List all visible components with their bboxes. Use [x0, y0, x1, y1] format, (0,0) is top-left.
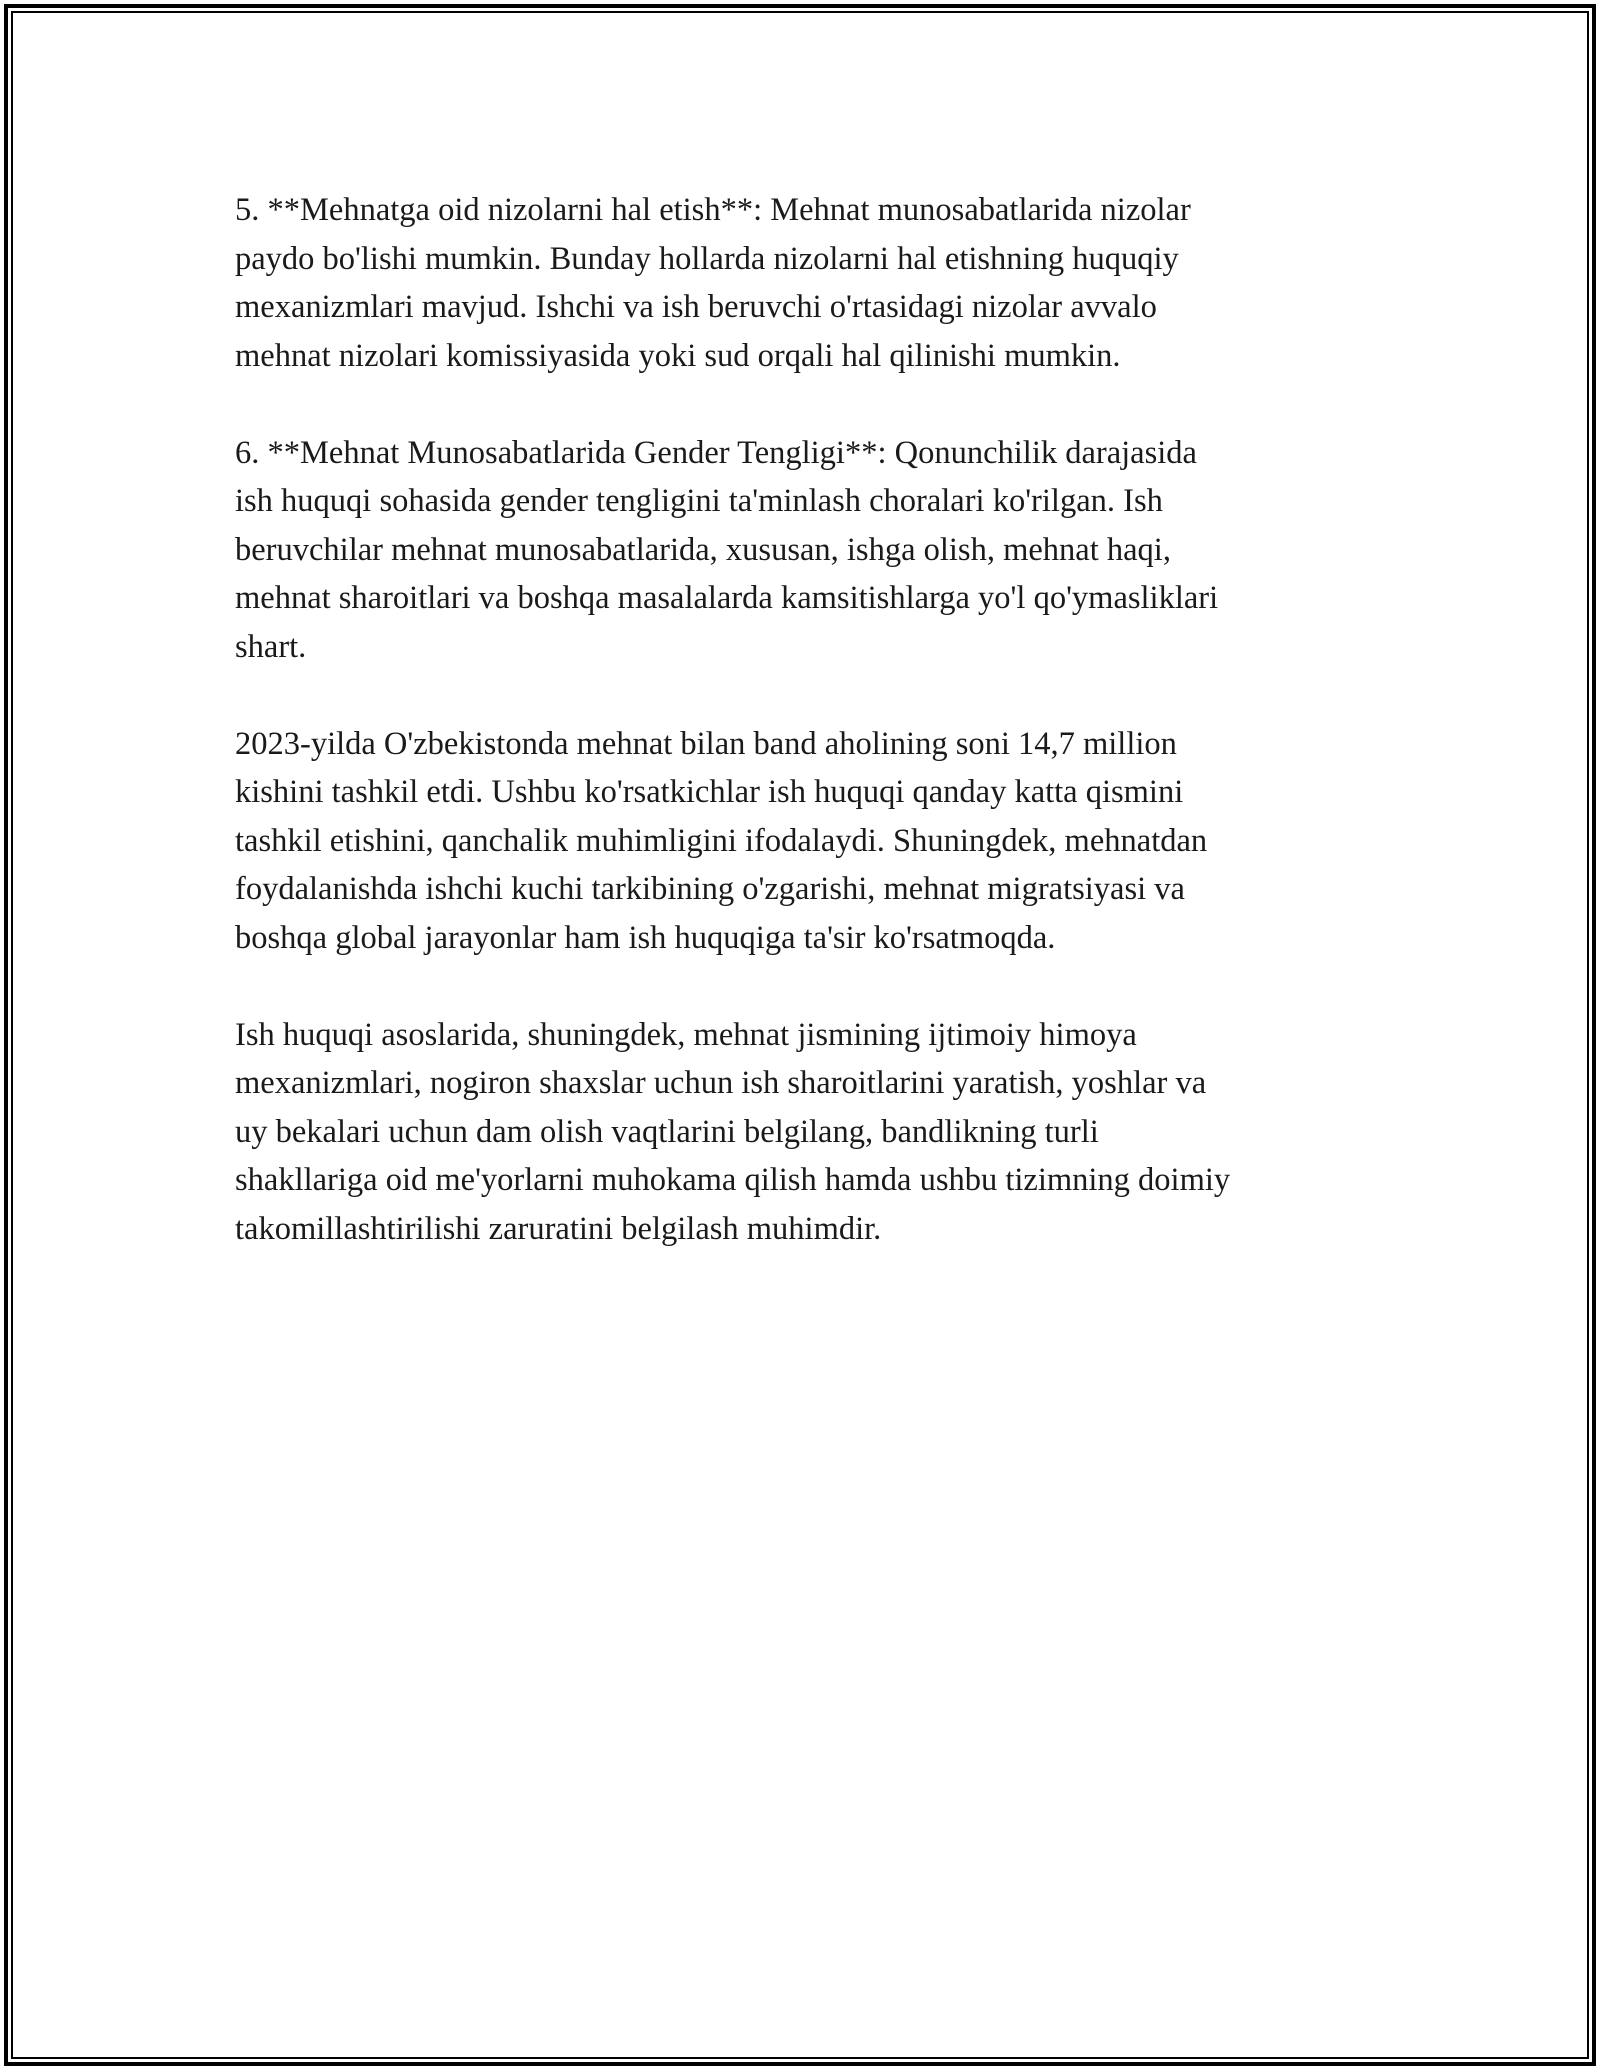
- text-line: shakllariga oid me'yorlarni muhokama qilish hamda ushbu tizimning doimiy: [235, 1162, 1231, 1198]
- text-line: 5. **Mehnatga oid nizolarni hal etish**: Mehnat munosabatlarida nizolar: [235, 192, 1191, 228]
- document-body: [235, 186, 1385, 1302]
- text-line: shart.: [235, 628, 307, 665]
- text-line: mexanizmlari, nogiron shaxslar uchun ish sharoitlarini yaratish, yoshlar va: [235, 1065, 1207, 1101]
- text-line: boshqa global jarayonlar ham ish huquqiga ta'sir ko'rsatmoqda.: [235, 919, 1056, 956]
- text-line: beruvchilar mehnat munosabatlarida, xususan, ishga olish, mehnat haqi,: [235, 531, 1171, 568]
- text-line: mexanizmlari mavjud. Ishchi va ish beruvchi o'rtasidagi nizolar avvalo: [235, 289, 1157, 325]
- text-line: 2023-yilda O'zbekistonda mehnat bilan band aholining soni 14,7 million: [235, 725, 1177, 762]
- text-line: paydo bo'lishi mumkin. Bunday hollarda nizolarni hal etishning huquqiy: [235, 240, 1179, 277]
- text-line: tashkil etishini, qanchalik muhimligini ifodalaydi. Shuningdek, mehnatdan: [235, 822, 1208, 859]
- text-line: mehnat nizolari komissiyasida yoki sud orqali hal qilinishi mumkin.: [235, 337, 1121, 374]
- paragraph-social-protection: [235, 1011, 1385, 1254]
- text-line: foydalanishda ishchi kuchi tarkibining o'zgarishi, mehnat migratsiyasi va: [235, 871, 1185, 907]
- text-line: takomillashtirilishi zaruratini belgilash muhimdir.: [235, 1210, 882, 1247]
- text-line: mehnat sharoitlari va boshqa masalalarda kamsitishlarga yo'l qo'ymasliklari: [235, 580, 1219, 616]
- text-line: ish huquqi sohasida gender tengligini ta'minlash choralari ko'rilgan. Ish: [235, 483, 1163, 519]
- text-line: 6. **Mehnat Munosabatlarida Gender Tengligi**: Qonunchilik darajasida: [235, 434, 1197, 471]
- paragraph-employment-statistics: [235, 720, 1385, 963]
- text-line: uy bekalari uchun dam olish vaqtlarini belgilang, bandlikning turli: [235, 1113, 1099, 1150]
- paragraph-labor-disputes: [235, 186, 1385, 380]
- text-line: Ish huquqi asoslarida, shuningdek, mehnat jismining ijtimoiy himoya: [235, 1016, 1137, 1053]
- text-line: kishini tashkil etdi. Ushbu ko'rsatkichlar ish huquqi qanday katta qismini: [235, 774, 1184, 810]
- paragraph-gender-equality: [235, 429, 1385, 672]
